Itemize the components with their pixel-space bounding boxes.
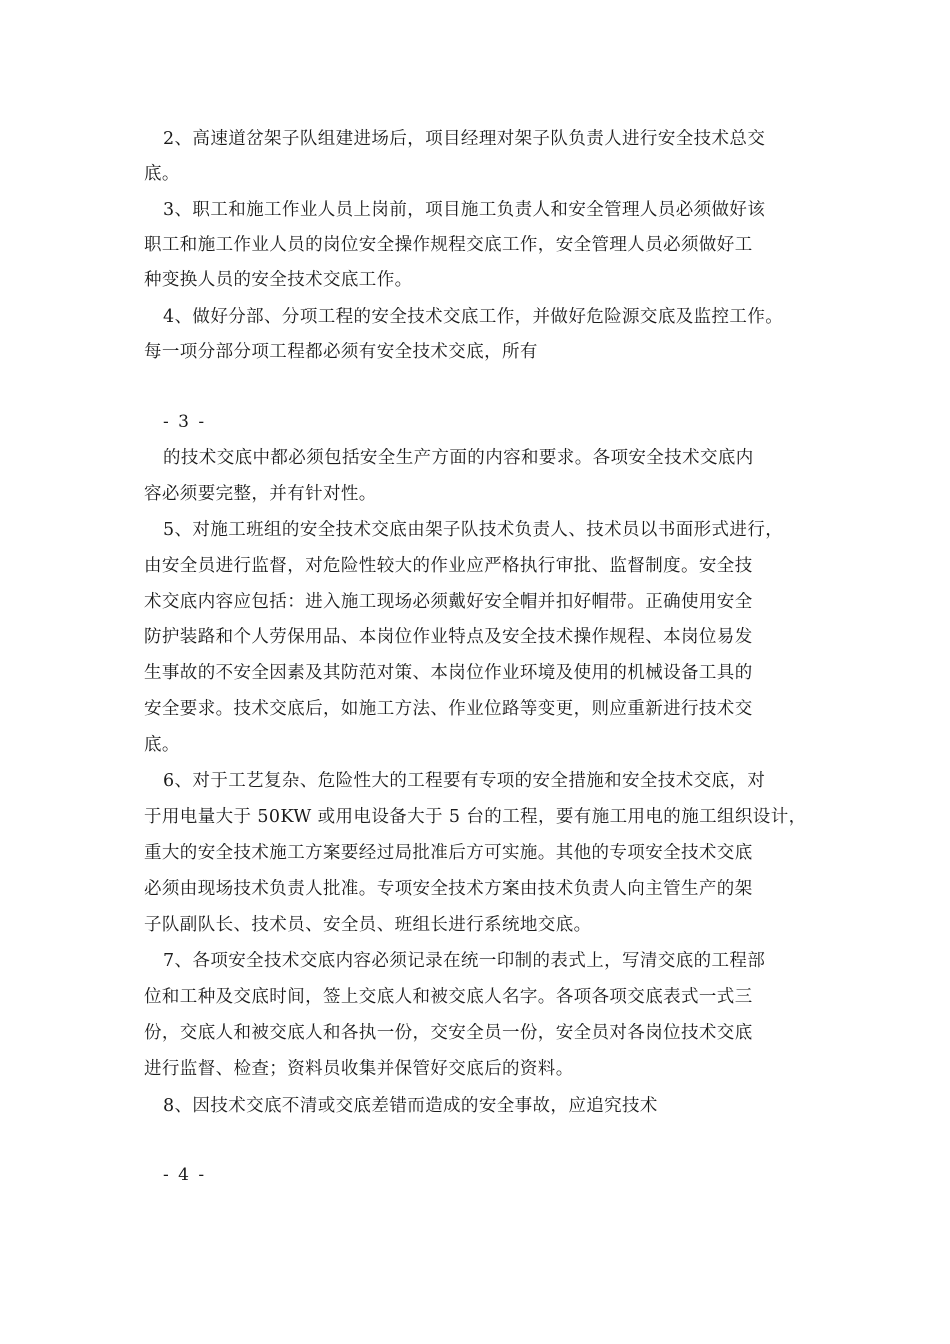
paragraph-line: 5、对施工班组的安全技术交底由架子队技术负责人、技术员以书面形式进行， xyxy=(163,520,784,540)
paragraph-line: 防护装路和个人劳保用品、本岗位作业特点及安全技术操作规程、本岗位易发 xyxy=(144,627,753,647)
paragraph-line: 由安全员进行监督，对危险性较大的作业应严格执行审批、监督制度。安全技 xyxy=(144,556,753,576)
paragraph-line: 于用电量大于 50KW 或用电设备大于 5 台的工程，要有施工用电的施工组织设计， xyxy=(144,807,807,827)
paragraph-line: 安全要求。技术交底后，如施工方法、作业位路等变更，则应重新进行技术交 xyxy=(144,699,753,719)
paragraph-line: 生事故的不安全因素及其防范对策、本岗位作业环境及使用的机械设备工具的 xyxy=(144,663,753,683)
paragraph-line: 4、做好分部、分项工程的安全技术交底工作，并做好危险源交底及监控工作。 xyxy=(163,307,784,327)
paragraph-line: 重大的安全技术施工方案要经过局批准后方可实施。其他的专项安全技术交底 xyxy=(144,843,753,863)
paragraph-line: 进行监督、检查；资料员收集并保管好交底后的资料。 xyxy=(144,1059,574,1079)
paragraph-line: 职工和施工作业人员的岗位安全操作规程交底工作，安全管理人员必须做好工 xyxy=(144,235,753,255)
paragraph-line: 容必须要完整，并有针对性。 xyxy=(144,484,377,504)
paragraph-line: 6、对于工艺复杂、危险性大的工程要有专项的安全措施和安全技术交底，对 xyxy=(163,771,766,791)
paragraph-line: 底。 xyxy=(144,735,180,755)
paragraph-line: 每一项分部分项工程都必须有安全技术交底，所有 xyxy=(144,342,538,362)
paragraph-line: 3、职工和施工作业人员上岗前，项目施工负责人和安全管理人员必须做好该 xyxy=(163,200,766,220)
paragraph-line: 7、各项安全技术交底内容必须记录在统一印制的表式上，写清交底的工程部 xyxy=(163,951,766,971)
paragraph-line: 2、高速道岔架子队组建进场后，项目经理对架子队负责人进行安全技术总交 xyxy=(163,129,766,149)
paragraph-line: 必须由现场技术负责人批准。专项安全技术方案由技术负责人向主管生产的架 xyxy=(144,879,753,899)
paragraph-line: 位和工种及交底时间，签上交底人和被交底人名字。各项各项交底表式一式三 xyxy=(144,987,753,1007)
paragraph-line: 份，交底人和被交底人和各执一份，交安全员一份，安全员对各岗位技术交底 xyxy=(144,1023,753,1043)
paragraph-line: 8、因技术交底不清或交底差错而造成的安全事故，应追究技术 xyxy=(163,1096,658,1116)
paragraph-line: 子队副队长、技术员、安全员、班组长进行系统地交底。 xyxy=(144,915,592,935)
page-number: - 3 - xyxy=(163,412,207,432)
paragraph-line: 的技术交底中都必须包括安全生产方面的内容和要求。各项安全技术交底内 xyxy=(163,448,754,468)
paragraph-line: 底。 xyxy=(144,164,180,184)
paragraph-line: 术交底内容应包括：进入施工现场必须戴好安全帽并扣好帽带。正确使用安全 xyxy=(144,592,753,612)
paragraph-line: 种变换人员的安全技术交底工作。 xyxy=(144,270,413,290)
page-number: - 4 - xyxy=(163,1165,207,1185)
